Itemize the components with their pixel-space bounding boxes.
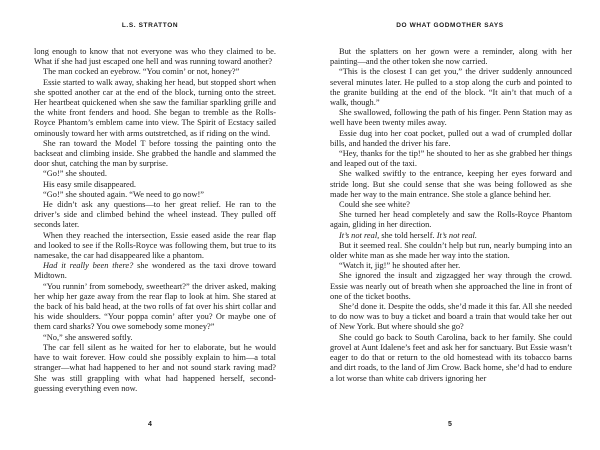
paragraph: “You runnin’ from somebody, sweetheart?” the driver asked, making her whip her gaze away from the rear flap to look at him. She stared at the back of his bald head, at the two rolls of fat over his shirt collar and his wide shoulders. “Your poppa comin’ after you? Or maybe one of them card sharks? You owe somebody some money?” <box>34 281 276 332</box>
running-header-author: L.S. STRATTON <box>121 22 179 29</box>
paragraph: Could she see white? <box>339 200 410 210</box>
paragraph: She ran toward the Model T before tossing the painting onto the backseat and climbing inside. She grabbed the handle and slammed the door shut, catching the man by surprise. <box>34 138 276 169</box>
paragraph: long enough to know that not everyone was who they claimed to be. What if she had just escaped one hell and was running toward another? <box>34 47 276 67</box>
italic-thought: Had it really been there? <box>43 261 134 271</box>
paragraph: His easy smile disappeared. <box>43 179 137 189</box>
paragraph: She could go back to South Carolina, back to her family. She could grovel at Aunt Idalene’s feet and ask her for sanctuary. But Essie wasn’t eager to do that or return to the old homestead with its tobacco barns and dirt roads, to the land of Jim Crow. Back home, she’d had to endure a lot worse than white cab drivers ignoring her <box>330 332 572 383</box>
paragraph: “Hey, thanks for the tip!” he shouted to her as she grabbed her things and leaped out of the taxi. <box>330 149 572 169</box>
paragraph: “No,” she answered softly. <box>43 332 133 342</box>
paragraph: The man cocked an eyebrow. “You comin’ or not, honey?” <box>43 67 240 77</box>
page-number: 4 <box>148 421 152 428</box>
paragraph: But the splatters on her gown were a reminder, along with her painting—and the other token she now carried. <box>330 47 572 67</box>
paragraph-text: she told herself. <box>379 230 437 240</box>
paragraph: She’d done it. Despite the odds, she’d made it this far. All she needed to do now was to buy a ticket and board a train that would take her out of New York. But where should she go? <box>330 302 572 332</box>
paragraph <box>34 261 276 281</box>
paragraph: She walked swiftly to the entrance, keeping her eyes forward and stride long. But she could sense that she was being followed as she made her way to the main entrance. She stole a glance behind her. <box>330 169 572 199</box>
paragraph: She ignored the insult and zigzagged her way through the crowd. Essie was nearly out of breath when she approached the line in front of one of the ticket booths. <box>330 271 572 301</box>
paragraph-text: she wondered as the taxi drove toward Midtown. <box>34 261 276 281</box>
paragraph: Essie dug into her coat pocket, pulled out a wad of crumpled dollar bills, and handed the driver his fare. <box>330 128 572 148</box>
running-header-title: DO WHAT GODMOTHER SAYS <box>396 22 504 29</box>
italic-thought: It’s not real, <box>339 230 380 240</box>
paragraph: She turned her head completely and saw the Rolls-Royce Phantom again, gliding in her direction. <box>330 210 572 230</box>
paragraph: She swallowed, following the path of his finger. Penn Station may as well have been twenty miles away. <box>330 108 572 128</box>
paragraph: But it seemed real. She couldn’t help but run, nearly bumping into an older white man as she made her way into the station. <box>330 240 572 261</box>
paragraph: He didn’t ask any questions—to her great relief. He ran to the driver’s side and climbed behind the wheel instead. They pulled off seconds later. <box>34 200 276 230</box>
paragraph: Essie started to walk away, shaking her head, but stopped short when she spotted another car at the end of the block, turning onto the street. Her heartbeat quickened when she saw the familiar sparkling grille and the white front fenders and hood. She began to tremble as the Rolls-Royce Phantom’s emblem came into view. The Spirit of Ecstacy sailed ominously toward her with arms outstretched, as if riding on the wind. <box>34 77 276 138</box>
paragraph: The car fell silent as he waited for her to elaborate, but he would have to wait forever. How could she possibly explain to him—a total stranger—what had happened to her and not sound stark raving mad? She was still grappling with what had happened herself, second-guessing everything even now. <box>34 342 276 393</box>
paragraph: “This is the closest I can get you,” the driver suddenly announced several minutes later. He pulled to a stop along the curb and pointed to the granite building at the end of the block. “It ain’t that much of a walk, though.” <box>330 67 572 108</box>
right-page-body <box>330 47 572 384</box>
right-page <box>300 0 600 450</box>
paragraph: “Watch it, jig!” he shouted after her. <box>339 261 461 271</box>
paragraph: “Go!” she shouted again. “We need to go now!” <box>43 189 204 199</box>
paragraph: When they reached the intersection, Essie eased aside the rear flap and looked to see if the Rolls-Royce was following them, but true to its namesake, the car had disappeared like a phantom. <box>34 230 276 261</box>
page-number: 5 <box>448 421 452 428</box>
paragraph <box>330 231 572 241</box>
left-page-body <box>34 47 276 394</box>
italic-thought: It’s not real. <box>436 230 477 240</box>
paragraph: “Go!” she shouted. <box>43 169 107 179</box>
